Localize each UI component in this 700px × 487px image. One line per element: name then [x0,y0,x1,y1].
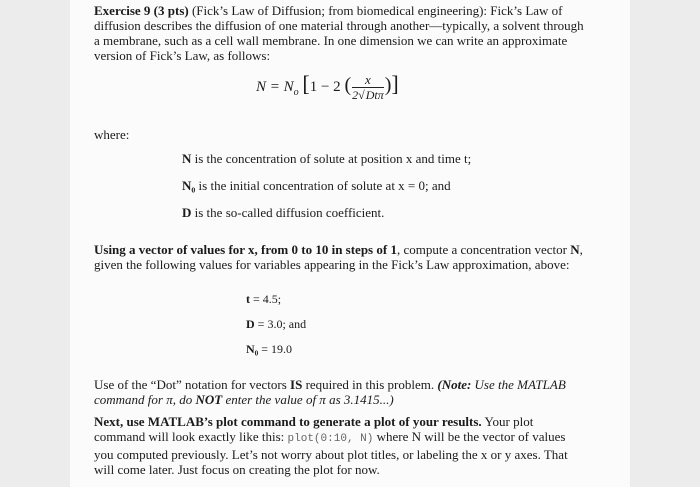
value-d [246,317,306,332]
intro-line-4: version of Fick’s Law, as follows: [94,48,271,63]
dot-note-line2-b: enter the value of π as 3.1415...) [222,392,394,407]
intro-paragraph [94,3,584,63]
value-text: = 3.0; and [254,317,307,331]
value-text: = 19.0 [258,342,293,356]
task-vector-n: N [570,242,580,257]
dot-note-is: IS [290,377,303,392]
task-bold: Using a vector of values for x, from 0 to 10 in steps of 1 [94,242,397,257]
value-n0 [246,342,292,357]
task-line-2: given the following values for variables appearing in the Fick’s Law approximation, above: [94,257,570,272]
definition-n [182,151,471,167]
plot-command-code: plot(0:10, N) [287,433,374,445]
equation-lhs: N = N [256,79,294,95]
value-var: t [246,292,250,306]
equation-den-sqrt: Dtπ [365,88,384,103]
definition-text: is the concentration of solute at position x and time t; [191,151,472,166]
equation-close-bracket: ] [391,71,399,96]
task-normal: , compute a concentration vector [396,242,571,257]
plot-note-line2-a: command will look exactly like this: [94,429,288,444]
dot-note-not: NOT [195,392,223,407]
intro-line-3: a membrane, such as a cell wall membrane. In one dimension we can write an approximate [94,33,568,48]
definition-term: N [182,151,192,166]
ficks-law-equation [256,72,399,108]
intro-line-1: (Fick’s Law of Diffusion; from biomedical engineering): Fick’s Law of [188,3,563,18]
dot-note-label: (Note: [437,377,472,392]
plot-note-bold: Next, use MATLAB’s plot command to generate a plot of your results. [94,414,482,429]
equation-den-two: 2 [352,88,359,103]
value-var: D [246,317,255,331]
value-t [246,292,281,307]
intro-line-2: diffusion describes the diffusion of one material through another—typically, a solvent through [94,18,584,33]
equation-denominator: 2√Dtπ [352,88,384,103]
dot-note-text: Use the MATLAB [471,377,566,392]
equation-open-bracket: [ [302,71,310,96]
definition-text: is the initial concentration of solute at x = 0; and [195,178,451,193]
definition-n0 [182,178,451,194]
task-paragraph: Using a vector of values for x, from 0 to 10 in steps of 1, compute a concentration vector N, given the following values for variables appearing in the Fick’s Law approximation, above: [94,242,583,272]
plot-note-line3: you computed previously. Let’s not worry about plot titles, or labeling the x or y axes. That [94,447,568,462]
right-margin [630,0,700,487]
dot-note-pre: Use of the “Dot” notation for vectors [94,377,291,392]
equation-open-paren: ( [344,74,352,96]
equation-close-paren: ) [384,74,392,96]
exercise-title: Exercise 9 (3 pts) [94,3,189,18]
plot-note-line4: will come later. Just focus on creating the plot for now. [94,462,380,477]
definition-text: is the so-called diffusion coefficient. [191,205,385,220]
plot-paragraph [94,414,568,477]
equation-lhs-subscript: o [293,87,299,98]
equation-fraction [352,73,384,102]
dot-note-post: required in this problem. [302,377,438,392]
value-var: N₀ [246,342,259,356]
equation-one-minus-two: 1 − 2 [309,79,341,95]
where-label: where: [94,127,130,142]
definition-d [182,205,384,221]
value-text: = 4.5; [250,292,282,306]
equation-numerator: x [352,73,384,88]
plot-note-line2-b: where N will be the vector of values [373,429,566,444]
document-page [70,0,630,487]
dot-note-line2-a: command for π, do [94,392,196,407]
dot-notation-paragraph [94,377,566,407]
definition-term: N₀ [182,178,196,193]
definition-term: D [182,205,192,220]
left-margin [0,0,70,487]
plot-note-after-bold: Your plot [481,414,534,429]
